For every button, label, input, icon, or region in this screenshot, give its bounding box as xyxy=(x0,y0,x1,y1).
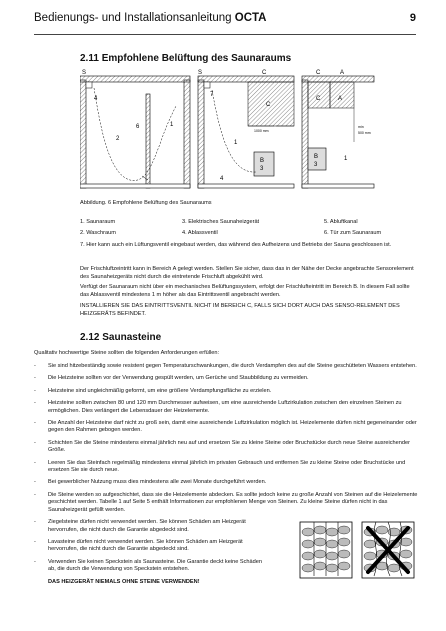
list-item: - Heizsteine sind ungleichmäßig geformt, um eine größere Verdampfungsfläche zu erzielen. xyxy=(34,387,272,394)
list-item: - Lavasteine dürfen nicht verwendet werden. Sie können Schäden am Heizgerät hervorrufen, die nicht durch die Garantie abgedeckt sind. xyxy=(34,538,243,553)
figure-caption: Abbildung. 6 Empfohlene Belüftung des Saunaraums xyxy=(80,200,212,206)
list-item: - Schichten Sie die Steine mindestens einmal jährlich neu auf und ersetzen Sie zu kleine Steine oder Bruchstücke durch neue Steine ausreichender Größe. xyxy=(34,439,410,454)
list-item: - Bei gewerblicher Nutzung muss dies mindestens alle zwei Monate durchgeführt werden. xyxy=(34,479,267,486)
list-item: - Sie sind hitzebeständig sowie resistent gegen Temperaturschwankungen, die durch Verdampfen des auf die Steine geschütteten Wassers entstehen. xyxy=(34,363,417,369)
svg-text:C: C xyxy=(316,96,321,102)
list-item: - Ziegelsteine dürfen nicht verwendet werden. Sie können Schäden am Heizgerät hervorrufen, die nicht durch die Garantie abgedeckt sind. xyxy=(34,519,246,533)
svg-text:C: C xyxy=(316,70,321,76)
list-item: - Die Steine werden so aufgeschichtet, dass sie die Heizelemente abdecken. Es sollte jedoch keine zu große Anzahl von Steinen auf die Heizelemente geschichtet werden. Tabelle 1 auf Seite 5 enthält Informationen zur empfohlenen Menge von Steinen. Zu kleine Steine dürfen nicht in das Saunaheizgerät gefüllt werden. xyxy=(34,491,418,513)
list-item: - Heizsteine sollten zwischen 80 und 120 mm Durchmesser aufweisen, um eine ausreichende Luftzirkulation zwischen den einzelnen Steinen zu ermöglichen. Dies verlängert die Lebensdauer der Heizelemente. xyxy=(34,400,402,414)
page-header xyxy=(34,12,416,35)
figure-label: 4 xyxy=(94,96,98,102)
svg-text:500 mm: 500 mm xyxy=(358,131,371,135)
svg-text:B: B xyxy=(260,158,265,164)
stones-intro: Qualitativ hochwertige Steine sollten die folgenden Anforderungen erfüllen: xyxy=(34,350,220,356)
section-title-stones: 2.12 Saunasteine xyxy=(80,332,162,343)
svg-text:7: 7 xyxy=(210,92,214,98)
figure-panel-rooms xyxy=(80,70,190,188)
svg-text:3: 3 xyxy=(314,162,318,168)
svg-text:S: S xyxy=(198,70,203,76)
paragraph-exhaust: Verfügt der Saunaraum nicht über ein mechanisches Belüftungssystem, erfolgt der Frischlufteintritt im Bereich B. In diesem Fall sollte das Ablassventil mindestens 1 m höher als das Eintrittsventil angebracht werden. xyxy=(80,284,410,298)
paragraph-fresh-air: Der Frischluftzeintritt kann in Bereich A gelegt werden. Stellen Sie sicher, dass das in der Nähe der Decke angebrachte Sensorelement des Saunaheizgeräts nicht durch die eintretende Frischluft abgekühlt wird. xyxy=(80,266,414,280)
svg-text:6: 6 xyxy=(136,124,140,130)
svg-text:1: 1 xyxy=(234,140,238,146)
svg-text:S: S xyxy=(82,70,87,76)
list-item: - Die Heizsteine sollten vor der Verwendung gespült werden, um Gerüche und Staubbildung zu vermeiden. xyxy=(34,375,309,382)
ventilation-figure xyxy=(80,64,390,198)
header-brand: OCTA xyxy=(234,12,267,24)
legend-row: 1. Saunaraum 3. Elektrisches Saunaheizgerät 5. Abluftkanal xyxy=(80,219,358,225)
svg-text:2: 2 xyxy=(116,136,120,142)
svg-text:4: 4 xyxy=(220,176,224,182)
header-title: Bedienungs- und Installationsanleitung OCTA xyxy=(34,12,267,24)
figure-legend xyxy=(80,219,420,253)
figure-panel-heater-a xyxy=(302,70,374,188)
svg-text:C: C xyxy=(262,70,267,76)
svg-text:A: A xyxy=(338,96,343,102)
svg-text:1: 1 xyxy=(344,156,348,162)
dimension-1000: 1000 mm xyxy=(254,129,269,133)
svg-text:C: C xyxy=(266,102,271,108)
svg-text:A: A xyxy=(340,70,345,76)
section-title-ventilation: 2.11 Empfohlene Belüftung des Saunaraums xyxy=(80,53,292,64)
no-stones-warning: DAS HEIZGERÄT NIEMALS OHNE STEINE VERWENDEN! xyxy=(48,578,200,585)
list-item: - Verwenden Sie keinen Speckstein als Saunasteine. Die Garantie deckt keine Schäden ab, die durch die Verwendung von Speckstein entstehen. xyxy=(34,558,262,573)
legend-row: 2. Waschraum 4. Ablassventil 6. Tür zum Saunaraum xyxy=(80,230,382,236)
svg-text:1: 1 xyxy=(170,122,174,128)
svg-text:3: 3 xyxy=(260,166,264,172)
stones-correct-illustration xyxy=(298,518,354,580)
page-number: 9 xyxy=(409,12,416,24)
list-item: - Leeren Sie das Steinfach regelmäßig mindestens einmal jährlich im privaten Gebrauch und entfernen Sie zu kleine Steine oder Bruchstücke und ersetzen Sie sie durch neue. xyxy=(34,459,406,474)
stones-incorrect-illustration xyxy=(360,518,416,580)
legend-note: 7. Hier kann auch ein Lüftungsventil eingebaut werden, das während des Aufheizens und Betriebs der Sauna geschlossen ist. xyxy=(80,242,392,248)
list-item: - Die Anzahl der Heizsteine darf nicht zu groß sein, damit eine ausreichende Luftzirkulation möglich ist. Heizelemente dürfen nicht gegeneinander oder gegen den Rahmen gebogen werden. xyxy=(34,420,417,434)
svg-text:min: min xyxy=(358,125,364,129)
paragraph-warning-c: INSTALLIEREN SIE DAS EINTRITTSVENTIL NICHT IM BEREICH C, FALLS SICH DORT AUCH DAS SENSO-RELEMENT DES HEIZGERÄTS BEFINDET. xyxy=(80,303,400,317)
figure-panel-heater-b xyxy=(198,70,294,188)
svg-text:B: B xyxy=(314,154,319,160)
